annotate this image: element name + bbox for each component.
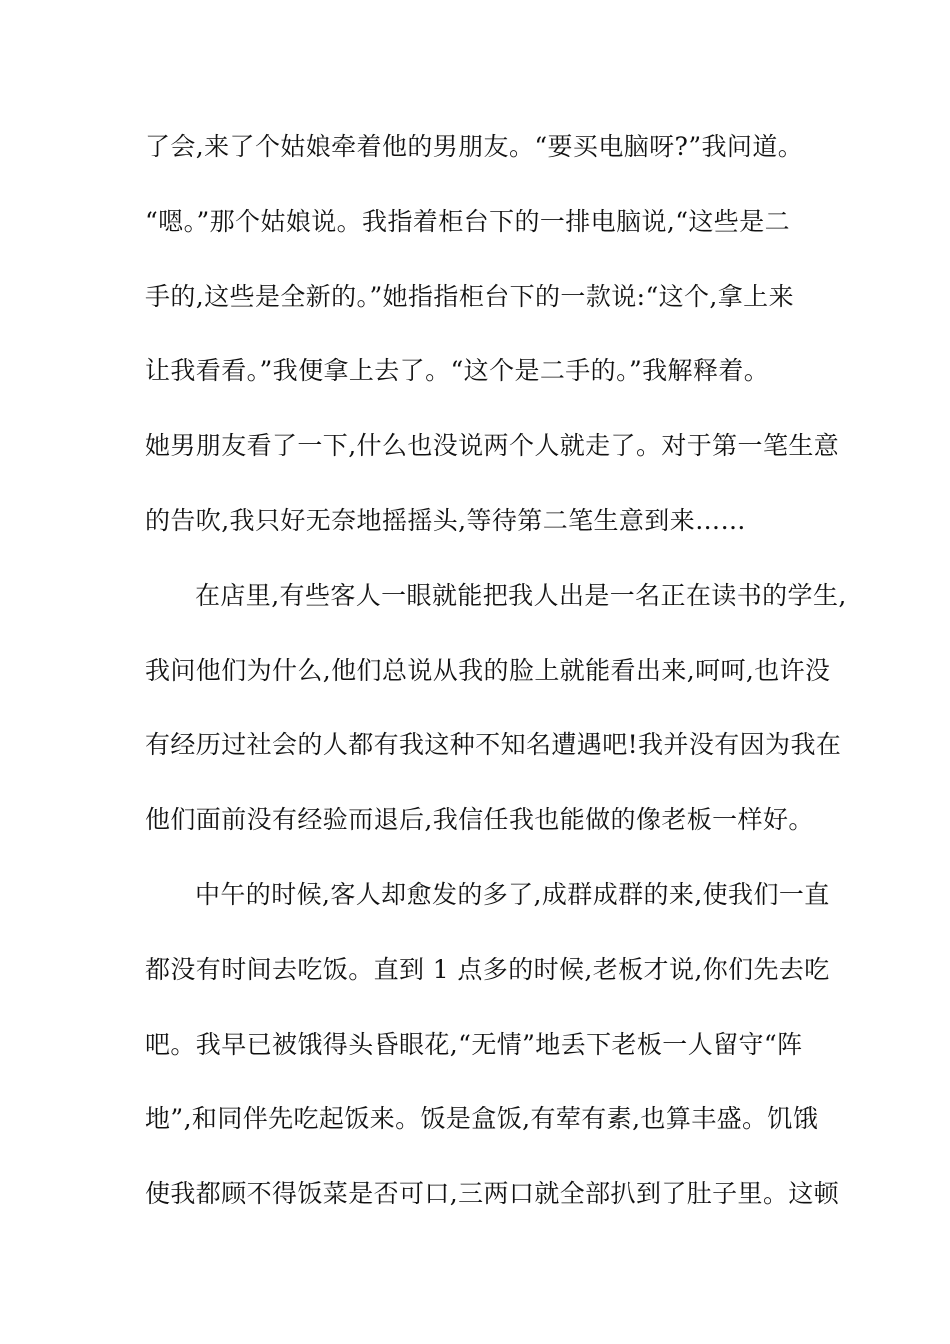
text-line: 有经历过社会的人都有我这种不知名遭遇吧!我并没有因为我在 <box>145 730 842 760</box>
text-line: 都没有时间去吃饭。直到 1 点多的时候,老板才说,你们先去吃 <box>145 954 830 984</box>
text-line: 地”,和同伴先吃起饭来。饭是盒饭,有荤有素,也算丰盛。饥饿 <box>145 1104 819 1134</box>
body-text <box>145 129 847 1251</box>
text-line: “嗯。”那个姑娘说。我指着柜台下的一排电脑说,“这些是二 <box>145 206 790 236</box>
text-line: 了会,来了个姑娘牵着他的男朋友。“要买电脑呀?”我问道。 <box>145 132 804 161</box>
text-line: 手的,这些是全新的。”她指指柜台下的一款说:“这个,拿上来 <box>145 281 794 311</box>
text-line: 我问他们为什么,他们总说从我的脸上就能看出来,呵呵,也许没 <box>145 655 831 685</box>
text-line: 吧。我早已被饿得头昏眼花,“无情”地丢下老板一人留守“阵 <box>145 1029 803 1059</box>
text-line: 的告吹,我只好无奈地摇摇头,等待第二笔生意到来…… <box>145 505 746 535</box>
paragraph-first-line: 在店里,有些客人一眼就能把我人出是一名正在读书的学生, <box>195 580 847 610</box>
text-line: 让我看看。”我便拿上去了。“这个是二手的。”我解释着。 <box>145 356 770 386</box>
text-line: 她男朋友看了一下,什么也没说两个人就走了。对于第一笔生意 <box>145 431 840 461</box>
text-line: 使我都顾不得饭菜是否可口,三两口就全部扒到了肚子里。这顿 <box>145 1179 840 1209</box>
text-line: 他们面前没有经验而退后,我信任我也能做的像老板一样好。 <box>145 805 814 835</box>
paragraph-first-line: 中午的时候,客人却愈发的多了,成群成群的来,使我们一直 <box>195 879 830 909</box>
